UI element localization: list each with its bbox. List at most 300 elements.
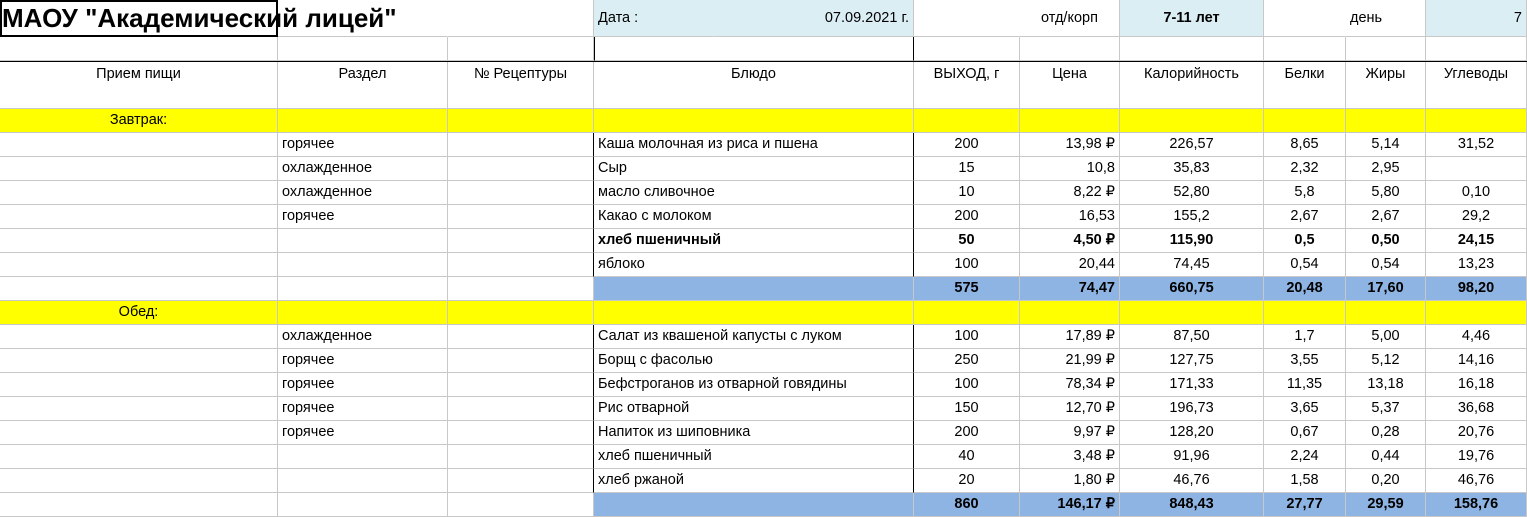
total-output[interactable] bbox=[914, 493, 1020, 517]
cell-protein[interactable] bbox=[1264, 133, 1346, 157]
total-protein-value: 27,77 bbox=[1286, 496, 1323, 513]
empty-cell[interactable] bbox=[448, 325, 594, 349]
protein-value: 0,54 bbox=[1290, 256, 1319, 273]
empty-cell[interactable] bbox=[914, 85, 1020, 109]
empty-cell[interactable] bbox=[448, 445, 594, 469]
dept-label: отд/корп bbox=[1041, 9, 1098, 26]
output-value: 250 bbox=[954, 352, 979, 369]
kcal-value: 91,96 bbox=[1173, 448, 1210, 465]
col-header-fat[interactable] bbox=[1346, 62, 1426, 86]
section-value: горячее bbox=[282, 352, 335, 369]
fat-value: 0,44 bbox=[1371, 448, 1400, 465]
cell-protein[interactable] bbox=[1264, 397, 1346, 421]
empty-cell[interactable] bbox=[594, 301, 914, 325]
breakfast-label: Завтрак: bbox=[109, 112, 168, 129]
empty-cell[interactable] bbox=[1264, 109, 1346, 133]
empty-cell[interactable] bbox=[448, 253, 594, 277]
fat-value: 0,28 bbox=[1371, 424, 1400, 441]
empty-cell[interactable] bbox=[278, 277, 448, 301]
col-header-label: Жиры bbox=[1365, 65, 1406, 82]
cell-carbs[interactable] bbox=[1426, 397, 1527, 421]
cell-section[interactable] bbox=[278, 205, 448, 229]
section-value: охлажденное bbox=[282, 328, 373, 345]
empty-cell[interactable] bbox=[278, 493, 448, 517]
cell-section[interactable] bbox=[278, 253, 448, 277]
empty-cell[interactable] bbox=[1346, 85, 1426, 109]
col-header-label: № Рецептуры bbox=[473, 65, 568, 82]
table-row bbox=[0, 421, 1527, 445]
carbs-value: 16,18 bbox=[1457, 376, 1495, 393]
carbs-value: 36,68 bbox=[1457, 400, 1495, 417]
cell-output[interactable] bbox=[914, 133, 1020, 157]
empty-cell[interactable] bbox=[1264, 85, 1346, 109]
cell-kcal[interactable] bbox=[1120, 445, 1264, 469]
protein-value: 2,32 bbox=[1290, 160, 1319, 177]
cell-kcal[interactable] bbox=[1120, 157, 1264, 181]
empty-cell[interactable] bbox=[0, 133, 278, 157]
empty-cell[interactable] bbox=[1264, 37, 1346, 61]
breakfast-label-cell[interactable] bbox=[0, 109, 278, 133]
cell-output[interactable] bbox=[914, 157, 1020, 181]
price-value: 16,53 bbox=[1078, 208, 1115, 225]
total-price[interactable] bbox=[1020, 493, 1120, 517]
cell-price[interactable] bbox=[1020, 181, 1120, 205]
col-header-price[interactable] bbox=[1020, 62, 1120, 86]
cell-output[interactable] bbox=[914, 421, 1020, 445]
cell-section[interactable] bbox=[278, 349, 448, 373]
fat-value: 2,95 bbox=[1371, 160, 1400, 177]
kcal-value: 87,50 bbox=[1173, 328, 1210, 345]
cell-protein[interactable] bbox=[1264, 325, 1346, 349]
cell-price[interactable] bbox=[1020, 229, 1120, 253]
carbs-value: 24,15 bbox=[1457, 232, 1495, 249]
cell-kcal[interactable] bbox=[1120, 229, 1264, 253]
col-header-carbs[interactable] bbox=[1426, 62, 1527, 86]
cell-dish[interactable] bbox=[593, 229, 914, 253]
empty-cell[interactable] bbox=[278, 0, 448, 37]
empty-cell[interactable] bbox=[448, 181, 594, 205]
empty-cell[interactable] bbox=[0, 253, 278, 277]
kcal-value: 115,90 bbox=[1169, 232, 1214, 249]
cell-output[interactable] bbox=[914, 469, 1020, 493]
cell-fat[interactable] bbox=[1346, 373, 1426, 397]
protein-value: 0,67 bbox=[1290, 424, 1319, 441]
total-carbs-value: 158,76 bbox=[1453, 496, 1499, 513]
empty-cell[interactable] bbox=[0, 421, 278, 445]
total-row bbox=[0, 493, 1527, 517]
empty-cell[interactable] bbox=[1346, 301, 1426, 325]
cell-section[interactable] bbox=[278, 229, 448, 253]
empty-cell[interactable] bbox=[0, 397, 278, 421]
cell-price[interactable] bbox=[1020, 133, 1120, 157]
cell-section[interactable] bbox=[278, 373, 448, 397]
price-value: 17,89 ₽ bbox=[1065, 328, 1115, 345]
empty-cell[interactable] bbox=[448, 37, 594, 61]
empty-cell[interactable] bbox=[1120, 85, 1264, 109]
dept-label-cell[interactable] bbox=[1020, 0, 1120, 37]
section-value: горячее bbox=[282, 424, 335, 441]
empty-cell[interactable] bbox=[448, 469, 594, 493]
cell-output[interactable] bbox=[914, 205, 1020, 229]
carbs-value: 31,52 bbox=[1457, 136, 1495, 153]
dish-value: Рис отварной bbox=[598, 400, 690, 417]
cell-dish[interactable] bbox=[593, 253, 914, 277]
empty-cell[interactable] bbox=[1120, 301, 1264, 325]
output-value: 200 bbox=[954, 208, 979, 225]
carbs-value: 14,16 bbox=[1457, 352, 1495, 369]
date-value-cell[interactable] bbox=[714, 0, 914, 37]
col-header-dish[interactable] bbox=[594, 62, 914, 86]
empty-cell[interactable] bbox=[594, 109, 914, 133]
total-output-value: 575 bbox=[954, 280, 979, 297]
lunch-label-cell[interactable] bbox=[0, 301, 278, 325]
col-header-kcal[interactable] bbox=[1120, 62, 1264, 86]
empty-cell[interactable] bbox=[448, 157, 594, 181]
protein-value: 0,5 bbox=[1294, 232, 1315, 249]
cell-price[interactable] bbox=[1020, 373, 1120, 397]
col-header-meal[interactable] bbox=[0, 62, 278, 86]
cell-fat[interactable] bbox=[1346, 205, 1426, 229]
cell-output[interactable] bbox=[914, 349, 1020, 373]
cell-carbs[interactable] bbox=[1426, 469, 1527, 493]
fat-value: 5,12 bbox=[1371, 352, 1400, 369]
empty-cell[interactable] bbox=[1120, 109, 1264, 133]
empty-cell[interactable] bbox=[0, 325, 278, 349]
cell-section[interactable] bbox=[278, 469, 448, 493]
total-fat-value: 29,59 bbox=[1367, 496, 1404, 513]
carbs-value: 13,23 bbox=[1457, 256, 1495, 273]
cell-fat[interactable] bbox=[1346, 229, 1426, 253]
cell-carbs[interactable] bbox=[1426, 157, 1527, 181]
fat-value: 0,20 bbox=[1371, 472, 1400, 489]
cell-dish[interactable] bbox=[593, 469, 914, 493]
cell-protein[interactable] bbox=[1264, 229, 1346, 253]
kcal-value: 127,75 bbox=[1169, 352, 1214, 369]
price-value: 9,97 ₽ bbox=[1073, 424, 1115, 441]
empty-cell[interactable] bbox=[1020, 301, 1120, 325]
col-header-section[interactable] bbox=[278, 62, 448, 86]
school-title-cell[interactable] bbox=[0, 0, 397, 37]
fat-value: 0,54 bbox=[1371, 256, 1400, 273]
header-blank-row bbox=[0, 85, 1527, 109]
cell-fat[interactable] bbox=[1346, 157, 1426, 181]
cell-dish[interactable] bbox=[593, 181, 914, 205]
section-value: горячее bbox=[282, 376, 335, 393]
protein-value: 3,65 bbox=[1290, 400, 1319, 417]
cell-fat[interactable] bbox=[1346, 181, 1426, 205]
output-value: 50 bbox=[958, 232, 975, 249]
cell-protein[interactable] bbox=[1264, 205, 1346, 229]
empty-cell[interactable] bbox=[1346, 109, 1426, 133]
total-protein[interactable] bbox=[1264, 493, 1346, 517]
empty-cell[interactable] bbox=[594, 493, 914, 517]
cell-output[interactable] bbox=[914, 229, 1020, 253]
empty-cell[interactable] bbox=[0, 277, 278, 301]
output-value: 10 bbox=[958, 184, 975, 201]
cell-output[interactable] bbox=[914, 445, 1020, 469]
kcal-value: 226,57 bbox=[1169, 136, 1214, 153]
dish-value: хлеб пшеничный bbox=[598, 232, 721, 249]
empty-cell[interactable] bbox=[0, 181, 278, 205]
cell-kcal[interactable] bbox=[1120, 325, 1264, 349]
dish-value: Сыр bbox=[598, 160, 627, 177]
day-label-cell[interactable] bbox=[1346, 0, 1426, 37]
carbs-value: 29,2 bbox=[1461, 208, 1491, 225]
empty-cell[interactable] bbox=[1426, 37, 1527, 61]
cell-price[interactable] bbox=[1020, 325, 1120, 349]
cell-fat[interactable] bbox=[1346, 469, 1426, 493]
cell-protein[interactable] bbox=[1264, 349, 1346, 373]
empty-cell[interactable] bbox=[1020, 109, 1120, 133]
cell-dish[interactable] bbox=[593, 421, 914, 445]
day-value: 7 bbox=[1513, 9, 1522, 26]
total-output[interactable] bbox=[914, 277, 1020, 301]
total-carbs[interactable] bbox=[1426, 493, 1527, 517]
empty-cell[interactable] bbox=[278, 37, 448, 61]
price-value: 10,8 bbox=[1086, 160, 1115, 177]
total-protein[interactable] bbox=[1264, 277, 1346, 301]
cell-carbs[interactable] bbox=[1426, 133, 1527, 157]
blank-row bbox=[0, 37, 1527, 61]
empty-cell[interactable] bbox=[0, 493, 278, 517]
cell-price[interactable] bbox=[1020, 157, 1120, 181]
cell-output[interactable] bbox=[914, 181, 1020, 205]
empty-cell[interactable] bbox=[448, 229, 594, 253]
empty-cell[interactable] bbox=[594, 37, 914, 61]
total-price-value: 146,17 ₽ bbox=[1057, 496, 1115, 513]
col-header-label: Цена bbox=[1052, 65, 1087, 82]
date-value: 07.09.2021 г. bbox=[824, 9, 909, 26]
cell-output[interactable] bbox=[914, 397, 1020, 421]
carbs-value: 20,76 bbox=[1457, 424, 1495, 441]
cell-dish[interactable] bbox=[593, 325, 914, 349]
protein-value: 3,55 bbox=[1290, 352, 1319, 369]
cell-output[interactable] bbox=[914, 325, 1020, 349]
empty-cell[interactable] bbox=[278, 301, 448, 325]
dish-value: Салат из квашеной капусты с луком bbox=[598, 328, 842, 345]
fat-value: 5,00 bbox=[1371, 328, 1400, 345]
empty-cell[interactable] bbox=[1426, 301, 1527, 325]
cell-protein[interactable] bbox=[1264, 157, 1346, 181]
cell-carbs[interactable] bbox=[1426, 205, 1527, 229]
cell-carbs[interactable] bbox=[1426, 325, 1527, 349]
empty-cell[interactable] bbox=[0, 37, 278, 61]
section-value: охлажденное bbox=[282, 184, 373, 201]
empty-cell[interactable] bbox=[914, 37, 1020, 61]
col-header-output[interactable] bbox=[914, 62, 1020, 86]
cell-carbs[interactable] bbox=[1426, 421, 1527, 445]
dish-value: Напиток из шиповника bbox=[598, 424, 751, 441]
cell-price[interactable] bbox=[1020, 349, 1120, 373]
cell-section[interactable] bbox=[278, 325, 448, 349]
cell-fat[interactable] bbox=[1346, 133, 1426, 157]
cell-fat[interactable] bbox=[1346, 421, 1426, 445]
empty-cell[interactable] bbox=[1020, 37, 1120, 61]
empty-cell[interactable] bbox=[1426, 85, 1527, 109]
empty-cell[interactable] bbox=[448, 109, 594, 133]
table-row bbox=[0, 373, 1527, 397]
empty-cell[interactable] bbox=[448, 373, 594, 397]
empty-cell[interactable] bbox=[448, 277, 594, 301]
cell-dish[interactable] bbox=[593, 397, 914, 421]
cell-protein[interactable] bbox=[1264, 253, 1346, 277]
empty-cell[interactable] bbox=[448, 0, 594, 37]
empty-cell[interactable] bbox=[1264, 301, 1346, 325]
empty-cell[interactable] bbox=[0, 349, 278, 373]
cell-dish[interactable] bbox=[593, 205, 914, 229]
age-value-cell[interactable] bbox=[1120, 0, 1264, 37]
col-header-protein[interactable] bbox=[1264, 62, 1346, 86]
protein-value: 1,7 bbox=[1294, 328, 1315, 345]
day-label: день bbox=[1350, 9, 1383, 26]
cell-output[interactable] bbox=[914, 253, 1020, 277]
empty-cell[interactable] bbox=[1346, 37, 1426, 61]
empty-cell[interactable] bbox=[1264, 0, 1346, 37]
cell-carbs[interactable] bbox=[1426, 445, 1527, 469]
empty-cell[interactable] bbox=[1020, 85, 1120, 109]
empty-cell[interactable] bbox=[448, 421, 594, 445]
output-value: 150 bbox=[954, 400, 979, 417]
cell-kcal[interactable] bbox=[1120, 397, 1264, 421]
cell-protein[interactable] bbox=[1264, 421, 1346, 445]
empty-cell[interactable] bbox=[0, 157, 278, 181]
empty-cell[interactable] bbox=[0, 85, 278, 109]
cell-output[interactable] bbox=[914, 373, 1020, 397]
protein-value: 1,58 bbox=[1290, 472, 1319, 489]
cell-fat[interactable] bbox=[1346, 253, 1426, 277]
empty-cell[interactable] bbox=[448, 349, 594, 373]
cell-dish[interactable] bbox=[593, 133, 914, 157]
cell-price[interactable] bbox=[1020, 397, 1120, 421]
section-value: горячее bbox=[282, 208, 335, 225]
empty-cell[interactable] bbox=[448, 205, 594, 229]
total-fat[interactable] bbox=[1346, 493, 1426, 517]
cell-kcal[interactable] bbox=[1120, 373, 1264, 397]
cell-dish[interactable] bbox=[593, 373, 914, 397]
cell-price[interactable] bbox=[1020, 205, 1120, 229]
cell-kcal[interactable] bbox=[1120, 181, 1264, 205]
price-value: 21,99 ₽ bbox=[1065, 352, 1115, 369]
total-kcal[interactable] bbox=[1120, 277, 1264, 301]
cell-protein[interactable] bbox=[1264, 181, 1346, 205]
empty-cell[interactable] bbox=[1120, 37, 1264, 61]
date-label-cell[interactable] bbox=[594, 0, 714, 37]
cell-section[interactable] bbox=[278, 397, 448, 421]
price-value: 1,80 ₽ bbox=[1073, 472, 1115, 489]
fat-value: 0,50 bbox=[1371, 232, 1400, 249]
cell-dish[interactable] bbox=[593, 157, 914, 181]
empty-cell[interactable] bbox=[0, 445, 278, 469]
total-kcal-value: 660,75 bbox=[1169, 280, 1214, 297]
total-kcal-value: 848,43 bbox=[1169, 496, 1214, 513]
cell-protein[interactable] bbox=[1264, 445, 1346, 469]
cell-kcal[interactable] bbox=[1120, 205, 1264, 229]
total-kcal[interactable] bbox=[1120, 493, 1264, 517]
cell-price[interactable] bbox=[1020, 469, 1120, 493]
dish-value: Каша молочная из риса и пшена bbox=[598, 136, 818, 153]
table-row bbox=[0, 253, 1527, 277]
total-fat[interactable] bbox=[1346, 277, 1426, 301]
empty-cell[interactable] bbox=[278, 85, 448, 109]
section-value: горячее bbox=[282, 136, 335, 153]
total-fat-value: 17,60 bbox=[1367, 280, 1404, 297]
price-value: 3,48 ₽ bbox=[1073, 448, 1115, 465]
cell-protein[interactable] bbox=[1264, 373, 1346, 397]
cell-kcal[interactable] bbox=[1120, 349, 1264, 373]
cell-section[interactable] bbox=[278, 445, 448, 469]
cell-kcal[interactable] bbox=[1120, 253, 1264, 277]
total-price-value: 74,47 bbox=[1078, 280, 1115, 297]
col-header-recipe[interactable] bbox=[448, 62, 594, 86]
cell-carbs[interactable] bbox=[1426, 349, 1527, 373]
table-row bbox=[0, 229, 1527, 253]
empty-cell[interactable] bbox=[0, 205, 278, 229]
cell-protein[interactable] bbox=[1264, 469, 1346, 493]
empty-cell[interactable] bbox=[448, 85, 594, 109]
cell-price[interactable] bbox=[1020, 421, 1120, 445]
cell-fat[interactable] bbox=[1346, 397, 1426, 421]
cell-carbs[interactable] bbox=[1426, 253, 1527, 277]
cell-dish[interactable] bbox=[593, 445, 914, 469]
empty-cell[interactable] bbox=[448, 301, 594, 325]
day-value-cell[interactable] bbox=[1426, 0, 1527, 37]
cell-section[interactable] bbox=[278, 157, 448, 181]
dish-value: хлеб ржаной bbox=[598, 472, 684, 489]
empty-cell[interactable] bbox=[448, 397, 594, 421]
empty-cell[interactable] bbox=[278, 109, 448, 133]
table-row bbox=[0, 133, 1527, 157]
cell-price[interactable] bbox=[1020, 445, 1120, 469]
col-header-label: Прием пищи bbox=[96, 65, 181, 82]
protein-value: 5,8 bbox=[1294, 184, 1315, 201]
empty-cell[interactable] bbox=[0, 469, 278, 493]
empty-cell[interactable] bbox=[914, 0, 1020, 37]
cell-carbs[interactable] bbox=[1426, 229, 1527, 253]
cell-kcal[interactable] bbox=[1120, 421, 1264, 445]
empty-cell[interactable] bbox=[0, 373, 278, 397]
total-price[interactable] bbox=[1020, 277, 1120, 301]
kcal-value: 196,73 bbox=[1169, 400, 1214, 417]
total-protein-value: 20,48 bbox=[1286, 280, 1323, 297]
cell-fat[interactable] bbox=[1346, 325, 1426, 349]
empty-cell[interactable] bbox=[448, 493, 594, 517]
cell-section[interactable] bbox=[278, 181, 448, 205]
empty-cell[interactable] bbox=[594, 85, 914, 109]
empty-cell[interactable] bbox=[0, 229, 278, 253]
cell-carbs[interactable] bbox=[1426, 181, 1527, 205]
price-value: 4,50 ₽ bbox=[1073, 232, 1115, 249]
cell-dish[interactable] bbox=[593, 349, 914, 373]
dish-value: Бефстроганов из отварной говядины bbox=[598, 376, 847, 393]
cell-price[interactable] bbox=[1020, 253, 1120, 277]
cell-section[interactable] bbox=[278, 133, 448, 157]
empty-cell[interactable] bbox=[448, 133, 594, 157]
empty-cell[interactable] bbox=[594, 277, 914, 301]
table-row bbox=[0, 181, 1527, 205]
cell-kcal[interactable] bbox=[1120, 133, 1264, 157]
cell-kcal[interactable] bbox=[1120, 469, 1264, 493]
cell-section[interactable] bbox=[278, 421, 448, 445]
cell-fat[interactable] bbox=[1346, 445, 1426, 469]
total-carbs[interactable] bbox=[1426, 277, 1527, 301]
dish-value: яблоко bbox=[598, 256, 645, 273]
empty-cell[interactable] bbox=[1426, 109, 1527, 133]
output-value: 200 bbox=[954, 136, 979, 153]
empty-cell[interactable] bbox=[914, 301, 1020, 325]
empty-cell[interactable] bbox=[914, 109, 1020, 133]
cell-carbs[interactable] bbox=[1426, 373, 1527, 397]
cell-fat[interactable] bbox=[1346, 349, 1426, 373]
